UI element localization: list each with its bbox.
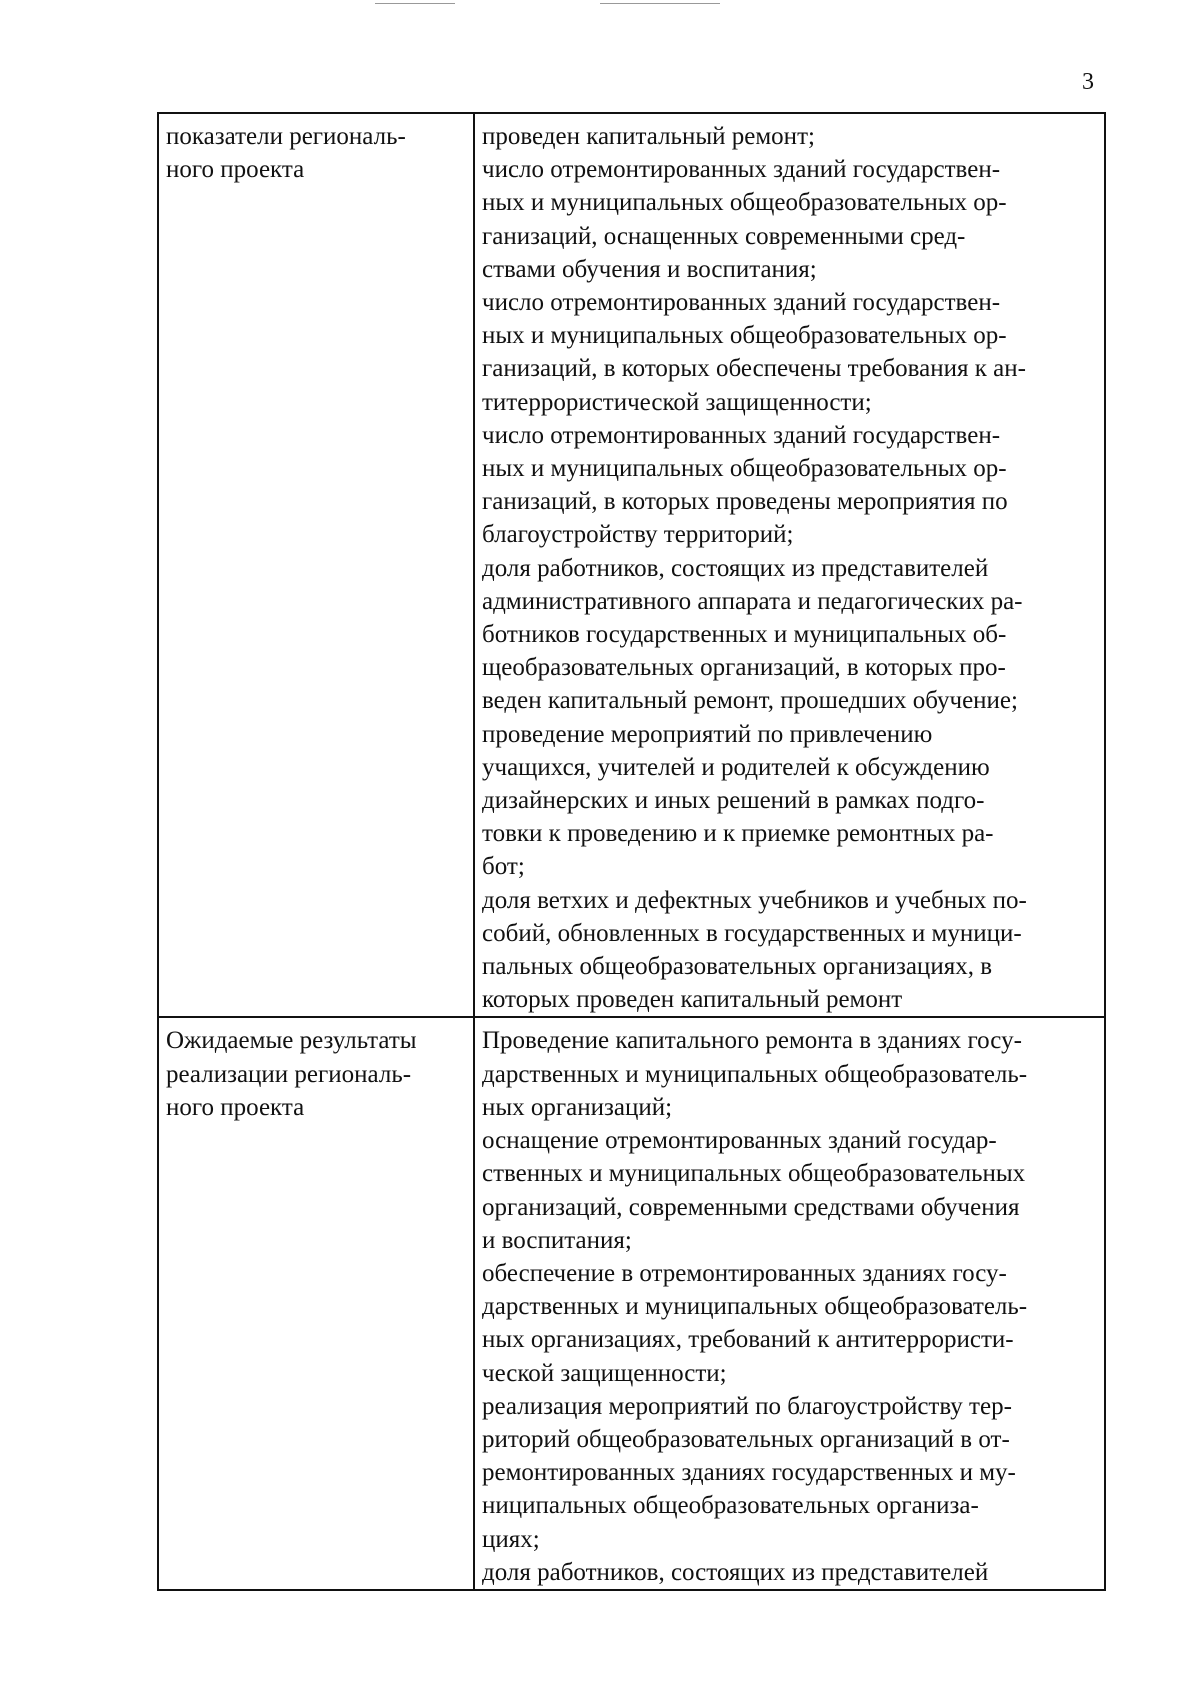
content-line: число отремонтированных зданий государствен-	[482, 421, 1001, 449]
page-number: 3	[1082, 69, 1094, 95]
content-line: Проведение капитального ремонта в зданиях госу-	[482, 1027, 1022, 1055]
content-line: ганизаций, оснащенных современными сред-	[482, 222, 966, 250]
content-line: организаций, современными средствами обучения	[482, 1193, 1020, 1221]
label-line: ного проекта	[166, 156, 305, 184]
content-line: дарственных и муниципальных общеобразователь-	[482, 1293, 1028, 1321]
content-line: дарственных и муниципальных общеобразователь-	[482, 1060, 1028, 1088]
content-line: административного аппарата и педагогических ра-	[482, 587, 1023, 615]
scan-artifact	[600, 3, 720, 4]
content-line: ствами обучения и воспитания;	[482, 255, 817, 283]
scan-artifact	[375, 3, 455, 4]
content-line: циях;	[482, 1525, 540, 1553]
row-content	[482, 120, 1098, 1016]
content-line: ганизаций, в которых проведены мероприятия по	[482, 488, 1008, 516]
content-line: товки к проведению и к приемке ремонтных ра-	[482, 820, 994, 848]
label-line: ного проекта	[166, 1093, 305, 1121]
content-line: ных и муниципальных общеобразовательных ор-	[482, 189, 1007, 217]
content-line: ных организациях, требований к антитеррористи-	[482, 1326, 1014, 1354]
content-line: бот;	[482, 853, 525, 881]
row-label	[166, 1024, 467, 1124]
content-line: веден капитальный ремонт, прошедших обучение;	[482, 687, 1018, 715]
row-label	[166, 120, 467, 186]
label-line: реализации региональ-	[166, 1060, 412, 1088]
row-content-cell	[474, 113, 1105, 1017]
content-line: которых проведен капитальный ремонт	[482, 986, 903, 1014]
row-label-cell	[158, 113, 474, 1017]
content-line: дизайнерских и иных решений в рамках подго-	[482, 787, 985, 815]
passport-table	[157, 112, 1106, 1591]
content-line: число отремонтированных зданий государствен-	[482, 289, 1001, 317]
content-line: ных и муниципальных общеобразовательных ор-	[482, 455, 1007, 483]
content-line: благоустройству территорий;	[482, 521, 794, 549]
content-line: титеррористической защищенности;	[482, 388, 872, 416]
table-row-expected-results	[158, 1017, 1105, 1589]
content-line: число отремонтированных зданий государствен-	[482, 156, 1001, 184]
content-line: доля работников, состоящих из представителей	[482, 554, 989, 582]
content-line: реализация мероприятий по благоустройству тер-	[482, 1392, 1012, 1420]
content-line: ремонтированных зданиях государственных и му-	[482, 1459, 1016, 1487]
content-line: доля работников, состоящих из представителей	[482, 1558, 989, 1586]
content-line: риторий общеобразовательных организаций в от-	[482, 1425, 1010, 1453]
content-line: собий, обновленных в государственных и муници-	[482, 919, 1022, 947]
content-line: ных организаций;	[482, 1093, 673, 1121]
content-line: оснащение отремонтированных зданий государ-	[482, 1127, 997, 1155]
content-line: проведение мероприятий по привлечению	[482, 720, 933, 748]
content-line: обеспечение в отремонтированных зданиях госу-	[482, 1259, 1007, 1287]
content-line: и воспитания;	[482, 1226, 632, 1254]
table-row-indicators	[158, 113, 1105, 1017]
row-content-cell	[474, 1017, 1105, 1589]
content-line: щеобразовательных организаций, в которых про-	[482, 654, 1006, 682]
label-line: Ожидаемые результаты	[166, 1027, 417, 1055]
content-line: пальных общеобразовательных организациях, в	[482, 953, 992, 981]
content-line: учащихся, учителей и родителей к обсуждению	[482, 753, 990, 781]
row-content	[482, 1024, 1098, 1588]
content-line: проведен капитальный ремонт;	[482, 123, 815, 150]
content-line: ботников государственных и муниципальных об-	[482, 621, 1007, 649]
label-line: показатели региональ-	[166, 123, 406, 150]
content-line: ниципальных общеобразовательных организа-	[482, 1492, 979, 1520]
content-line: ственных и муниципальных общеобразовательных	[482, 1160, 1026, 1188]
content-line: ных и муниципальных общеобразовательных ор-	[482, 322, 1007, 350]
content-line: доля ветхих и дефектных учебников и учебных по-	[482, 886, 1027, 914]
content-line: ческой защищенности;	[482, 1359, 727, 1387]
content-line: ганизаций, в которых обеспечены требования к ан-	[482, 355, 1026, 383]
row-label-cell	[158, 1017, 474, 1589]
